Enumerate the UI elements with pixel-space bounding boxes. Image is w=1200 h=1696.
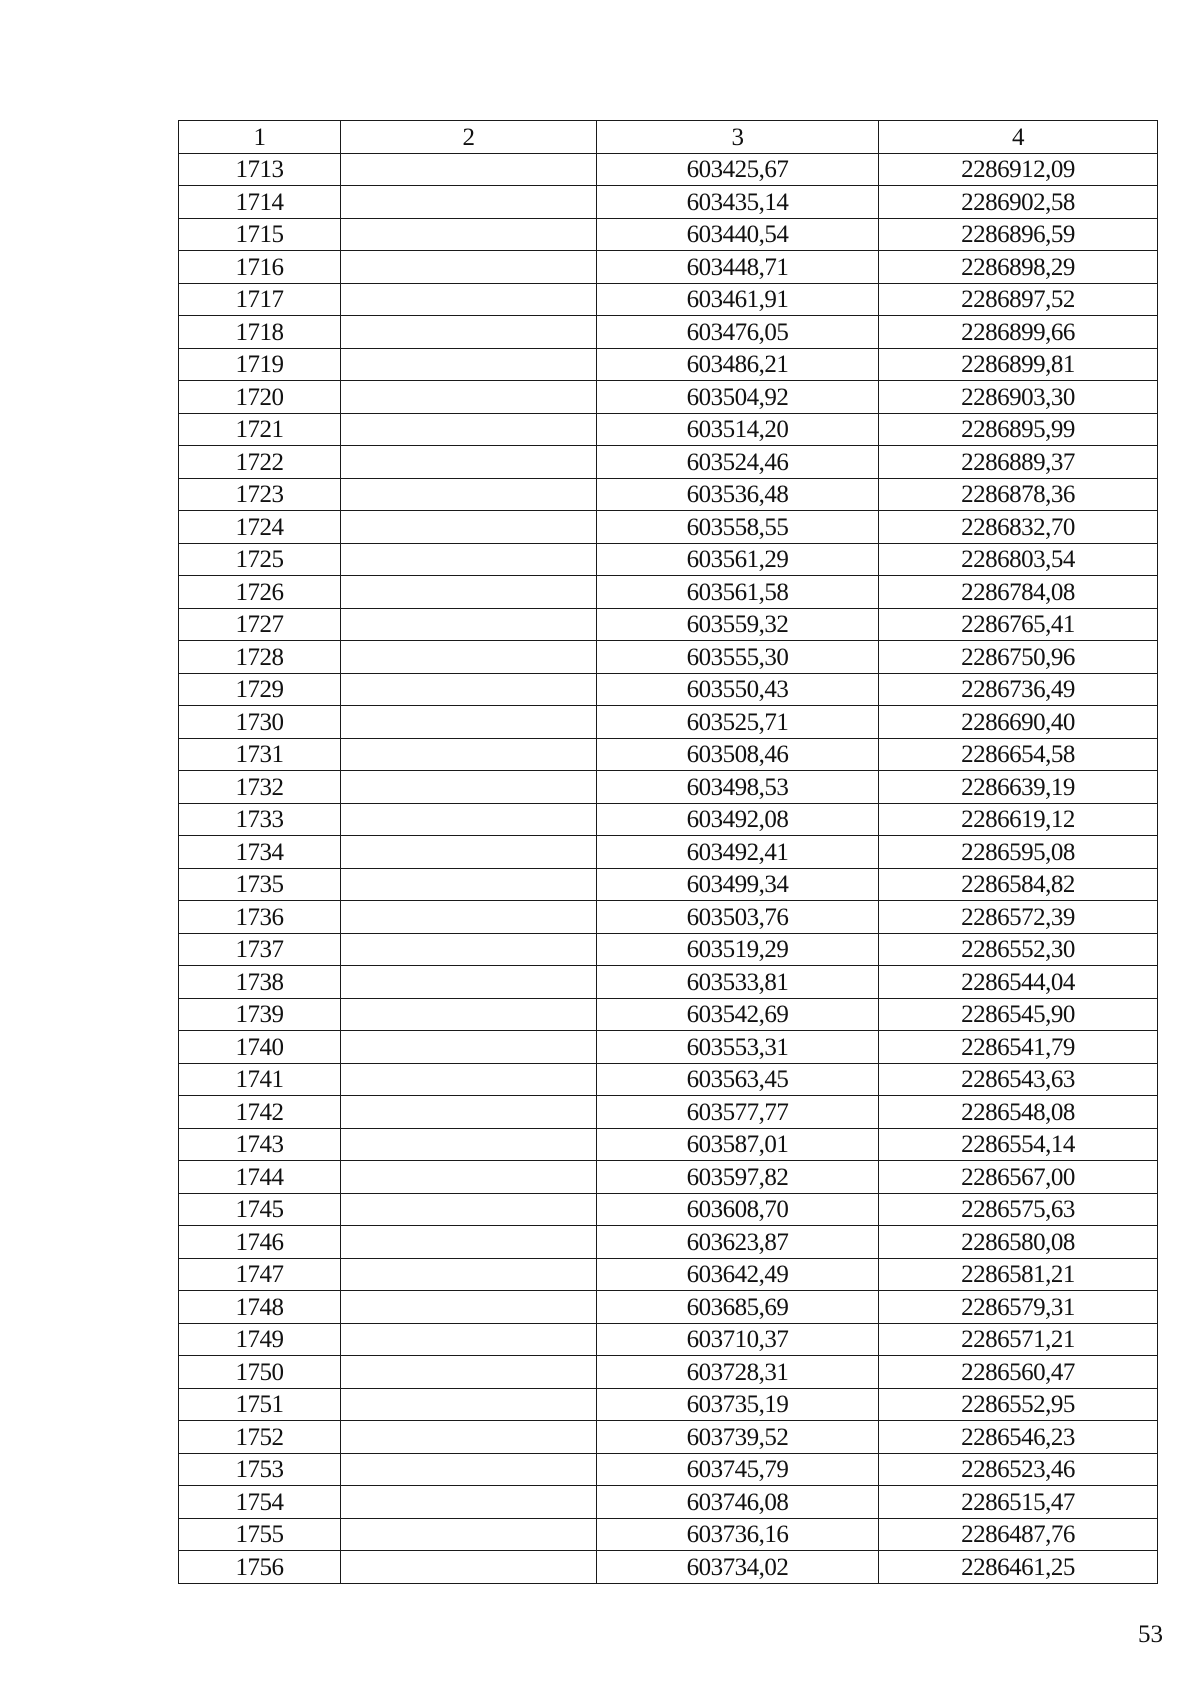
coordinate-y: 2286584,82 <box>879 868 1158 901</box>
point-number: 1722 <box>179 446 341 479</box>
table-row <box>179 933 1158 966</box>
point-number: 1744 <box>179 1161 341 1194</box>
coordinate-y: 2286579,31 <box>879 1291 1158 1324</box>
table-row <box>179 1388 1158 1421</box>
coordinate-y: 2286515,47 <box>879 1486 1158 1519</box>
point-number: 1718 <box>179 316 341 349</box>
coordinate-x: 603486,21 <box>597 348 879 381</box>
cell-col-2 <box>341 738 597 771</box>
cell-col-2 <box>341 1518 597 1551</box>
table-row <box>179 1063 1158 1096</box>
coordinate-x: 603597,82 <box>597 1161 879 1194</box>
cell-col-2 <box>341 1388 597 1421</box>
table-row <box>179 998 1158 1031</box>
point-number: 1725 <box>179 543 341 576</box>
cell-col-2 <box>341 1193 597 1226</box>
cell-col-2 <box>341 1258 597 1291</box>
point-number: 1754 <box>179 1486 341 1519</box>
coordinate-x: 603533,81 <box>597 966 879 999</box>
coordinate-y: 2286545,90 <box>879 998 1158 1031</box>
coordinate-x: 603508,46 <box>597 738 879 771</box>
coordinate-x: 603745,79 <box>597 1453 879 1486</box>
cell-col-2 <box>341 543 597 576</box>
cell-col-2 <box>341 413 597 446</box>
point-number: 1729 <box>179 673 341 706</box>
cell-col-2 <box>341 1031 597 1064</box>
point-number: 1741 <box>179 1063 341 1096</box>
coordinate-x: 603642,49 <box>597 1258 879 1291</box>
coordinate-x: 603739,52 <box>597 1421 879 1454</box>
table-row <box>179 641 1158 674</box>
coordinate-x: 603425,67 <box>597 153 879 186</box>
coordinate-y: 2286878,36 <box>879 478 1158 511</box>
cell-col-2 <box>341 1291 597 1324</box>
cell-col-2 <box>341 771 597 804</box>
coordinate-x: 603710,37 <box>597 1323 879 1356</box>
cell-col-2 <box>341 966 597 999</box>
coordinate-x: 603550,43 <box>597 673 879 706</box>
coordinate-y: 2286750,96 <box>879 641 1158 674</box>
coordinate-x: 603504,92 <box>597 381 879 414</box>
cell-col-2 <box>341 283 597 316</box>
point-number: 1717 <box>179 283 341 316</box>
cell-col-2 <box>341 316 597 349</box>
page-number: 53 <box>1138 1621 1163 1648</box>
coordinate-y: 2286487,76 <box>879 1518 1158 1551</box>
coordinate-x: 603503,76 <box>597 901 879 934</box>
table-row <box>179 153 1158 186</box>
point-number: 1733 <box>179 803 341 836</box>
cell-col-2 <box>341 868 597 901</box>
cell-col-2 <box>341 641 597 674</box>
point-number: 1750 <box>179 1356 341 1389</box>
coordinate-y: 2286523,46 <box>879 1453 1158 1486</box>
coordinate-x: 603435,14 <box>597 186 879 219</box>
cell-col-2 <box>341 1453 597 1486</box>
point-number: 1743 <box>179 1128 341 1161</box>
point-number: 1721 <box>179 413 341 446</box>
table-row <box>179 1258 1158 1291</box>
point-number: 1735 <box>179 868 341 901</box>
coordinate-x: 603440,54 <box>597 218 879 251</box>
coordinate-y: 2286897,52 <box>879 283 1158 316</box>
coordinates-table-wrapper <box>178 120 1157 1584</box>
coordinate-x: 603587,01 <box>597 1128 879 1161</box>
table-row <box>179 1323 1158 1356</box>
point-number: 1745 <box>179 1193 341 1226</box>
coordinate-y: 2286580,08 <box>879 1226 1158 1259</box>
point-number: 1755 <box>179 1518 341 1551</box>
coordinate-x: 603734,02 <box>597 1551 879 1584</box>
coordinate-x: 603746,08 <box>597 1486 879 1519</box>
point-number: 1720 <box>179 381 341 414</box>
coordinate-x: 603559,32 <box>597 608 879 641</box>
coordinate-y: 2286765,41 <box>879 608 1158 641</box>
coordinate-x: 603492,08 <box>597 803 879 836</box>
coordinate-x: 603623,87 <box>597 1226 879 1259</box>
table-row <box>179 446 1158 479</box>
table-row <box>179 478 1158 511</box>
point-number: 1742 <box>179 1096 341 1129</box>
coordinate-y: 2286912,09 <box>879 153 1158 186</box>
coordinate-x: 603536,48 <box>597 478 879 511</box>
coordinate-y: 2286896,59 <box>879 218 1158 251</box>
point-number: 1736 <box>179 901 341 934</box>
header-col-2: 2 <box>341 121 597 154</box>
point-number: 1714 <box>179 186 341 219</box>
table-row <box>179 803 1158 836</box>
coordinate-y: 2286543,63 <box>879 1063 1158 1096</box>
coordinate-x: 603553,31 <box>597 1031 879 1064</box>
point-number: 1747 <box>179 1258 341 1291</box>
coordinate-y: 2286461,25 <box>879 1551 1158 1584</box>
cell-col-2 <box>341 803 597 836</box>
coordinate-y: 2286575,63 <box>879 1193 1158 1226</box>
coordinate-y: 2286784,08 <box>879 576 1158 609</box>
coordinate-x: 603561,58 <box>597 576 879 609</box>
table-row <box>179 706 1158 739</box>
coordinate-x: 603525,71 <box>597 706 879 739</box>
table-row <box>179 966 1158 999</box>
cell-col-2 <box>341 673 597 706</box>
coordinate-x: 603736,16 <box>597 1518 879 1551</box>
point-number: 1716 <box>179 251 341 284</box>
point-number: 1738 <box>179 966 341 999</box>
point-number: 1746 <box>179 1226 341 1259</box>
table-row <box>179 1356 1158 1389</box>
cell-col-2 <box>341 1486 597 1519</box>
cell-col-2 <box>341 706 597 739</box>
point-number: 1726 <box>179 576 341 609</box>
cell-col-2 <box>341 1063 597 1096</box>
table-row <box>179 1161 1158 1194</box>
coordinate-x: 603519,29 <box>597 933 879 966</box>
table-row <box>179 348 1158 381</box>
header-col-1: 1 <box>179 121 341 154</box>
coordinate-y: 2286571,21 <box>879 1323 1158 1356</box>
coordinate-y: 2286736,49 <box>879 673 1158 706</box>
coordinate-y: 2286567,00 <box>879 1161 1158 1194</box>
coordinate-x: 603514,20 <box>597 413 879 446</box>
coordinate-y: 2286639,19 <box>879 771 1158 804</box>
table-row <box>179 1096 1158 1129</box>
point-number: 1752 <box>179 1421 341 1454</box>
cell-col-2 <box>341 933 597 966</box>
cell-col-2 <box>341 446 597 479</box>
table-row <box>179 283 1158 316</box>
cell-col-2 <box>341 381 597 414</box>
point-number: 1753 <box>179 1453 341 1486</box>
coordinate-y: 2286832,70 <box>879 511 1158 544</box>
table-row <box>179 1193 1158 1226</box>
coordinate-x: 603561,29 <box>597 543 879 576</box>
point-number: 1727 <box>179 608 341 641</box>
point-number: 1731 <box>179 738 341 771</box>
coordinate-y: 2286899,81 <box>879 348 1158 381</box>
table-row <box>179 868 1158 901</box>
cell-col-2 <box>341 608 597 641</box>
coordinate-y: 2286546,23 <box>879 1421 1158 1454</box>
coordinate-y: 2286654,58 <box>879 738 1158 771</box>
table-row <box>179 738 1158 771</box>
coordinate-y: 2286903,30 <box>879 381 1158 414</box>
table-row <box>179 1291 1158 1324</box>
cell-col-2 <box>341 1421 597 1454</box>
point-number: 1713 <box>179 153 341 186</box>
coordinate-x: 603577,77 <box>597 1096 879 1129</box>
table-row <box>179 1453 1158 1486</box>
table-row <box>179 381 1158 414</box>
point-number: 1751 <box>179 1388 341 1421</box>
coordinate-x: 603555,30 <box>597 641 879 674</box>
cell-col-2 <box>341 998 597 1031</box>
cell-col-2 <box>341 901 597 934</box>
point-number: 1730 <box>179 706 341 739</box>
coordinate-x: 603685,69 <box>597 1291 879 1324</box>
table-row <box>179 413 1158 446</box>
table-row <box>179 1551 1158 1584</box>
coordinate-x: 603499,34 <box>597 868 879 901</box>
cell-col-2 <box>341 836 597 869</box>
coordinate-x: 603448,71 <box>597 251 879 284</box>
point-number: 1740 <box>179 1031 341 1064</box>
cell-col-2 <box>341 186 597 219</box>
table-row <box>179 673 1158 706</box>
coordinate-y: 2286899,66 <box>879 316 1158 349</box>
coordinate-x: 603498,53 <box>597 771 879 804</box>
coordinate-y: 2286548,08 <box>879 1096 1158 1129</box>
point-number: 1734 <box>179 836 341 869</box>
cell-col-2 <box>341 1356 597 1389</box>
cell-col-2 <box>341 1161 597 1194</box>
coordinate-x: 603608,70 <box>597 1193 879 1226</box>
table-row <box>179 511 1158 544</box>
point-number: 1749 <box>179 1323 341 1356</box>
point-number: 1724 <box>179 511 341 544</box>
coordinate-y: 2286552,95 <box>879 1388 1158 1421</box>
coordinate-x: 603492,41 <box>597 836 879 869</box>
coordinate-y: 2286619,12 <box>879 803 1158 836</box>
table-row <box>179 316 1158 349</box>
point-number: 1719 <box>179 348 341 381</box>
table-row <box>179 186 1158 219</box>
table-row <box>179 251 1158 284</box>
table-row <box>179 1031 1158 1064</box>
coordinate-y: 2286560,47 <box>879 1356 1158 1389</box>
coordinate-x: 603563,45 <box>597 1063 879 1096</box>
coordinate-y: 2286595,08 <box>879 836 1158 869</box>
cell-col-2 <box>341 511 597 544</box>
table-row <box>179 1421 1158 1454</box>
point-number: 1756 <box>179 1551 341 1584</box>
point-number: 1715 <box>179 218 341 251</box>
cell-col-2 <box>341 1323 597 1356</box>
coordinate-x: 603728,31 <box>597 1356 879 1389</box>
coordinate-y: 2286895,99 <box>879 413 1158 446</box>
point-number: 1732 <box>179 771 341 804</box>
point-number: 1728 <box>179 641 341 674</box>
coordinates-table <box>178 120 1158 1584</box>
coordinate-y: 2286554,14 <box>879 1128 1158 1161</box>
table-row <box>179 543 1158 576</box>
coordinate-x: 603558,55 <box>597 511 879 544</box>
cell-col-2 <box>341 478 597 511</box>
coordinate-y: 2286803,54 <box>879 543 1158 576</box>
point-number: 1723 <box>179 478 341 511</box>
cell-col-2 <box>341 1096 597 1129</box>
table-header <box>179 121 1158 154</box>
cell-col-2 <box>341 1226 597 1259</box>
header-row <box>179 121 1158 154</box>
table-row <box>179 771 1158 804</box>
coordinate-y: 2286581,21 <box>879 1258 1158 1291</box>
header-col-3: 3 <box>597 121 879 154</box>
coordinate-y: 2286690,40 <box>879 706 1158 739</box>
table-row <box>179 1518 1158 1551</box>
header-col-4: 4 <box>879 121 1158 154</box>
coordinate-y: 2286572,39 <box>879 901 1158 934</box>
table-row <box>179 1486 1158 1519</box>
table-row <box>179 901 1158 934</box>
coordinate-y: 2286889,37 <box>879 446 1158 479</box>
coordinate-y: 2286544,04 <box>879 966 1158 999</box>
cell-col-2 <box>341 1128 597 1161</box>
cell-col-2 <box>341 576 597 609</box>
point-number: 1739 <box>179 998 341 1031</box>
table-body <box>179 153 1158 1583</box>
point-number: 1737 <box>179 933 341 966</box>
coordinate-y: 2286902,58 <box>879 186 1158 219</box>
coordinate-x: 603542,69 <box>597 998 879 1031</box>
table-row <box>179 576 1158 609</box>
coordinate-y: 2286552,30 <box>879 933 1158 966</box>
cell-col-2 <box>341 1551 597 1584</box>
table-row <box>179 836 1158 869</box>
table-row <box>179 218 1158 251</box>
table-row <box>179 608 1158 641</box>
table-row <box>179 1226 1158 1259</box>
coordinate-x: 603461,91 <box>597 283 879 316</box>
coordinate-y: 2286541,79 <box>879 1031 1158 1064</box>
coordinate-x: 603735,19 <box>597 1388 879 1421</box>
coordinate-y: 2286898,29 <box>879 251 1158 284</box>
coordinate-x: 603524,46 <box>597 446 879 479</box>
point-number: 1748 <box>179 1291 341 1324</box>
cell-col-2 <box>341 153 597 186</box>
coordinate-x: 603476,05 <box>597 316 879 349</box>
cell-col-2 <box>341 251 597 284</box>
table-row <box>179 1128 1158 1161</box>
cell-col-2 <box>341 218 597 251</box>
cell-col-2 <box>341 348 597 381</box>
